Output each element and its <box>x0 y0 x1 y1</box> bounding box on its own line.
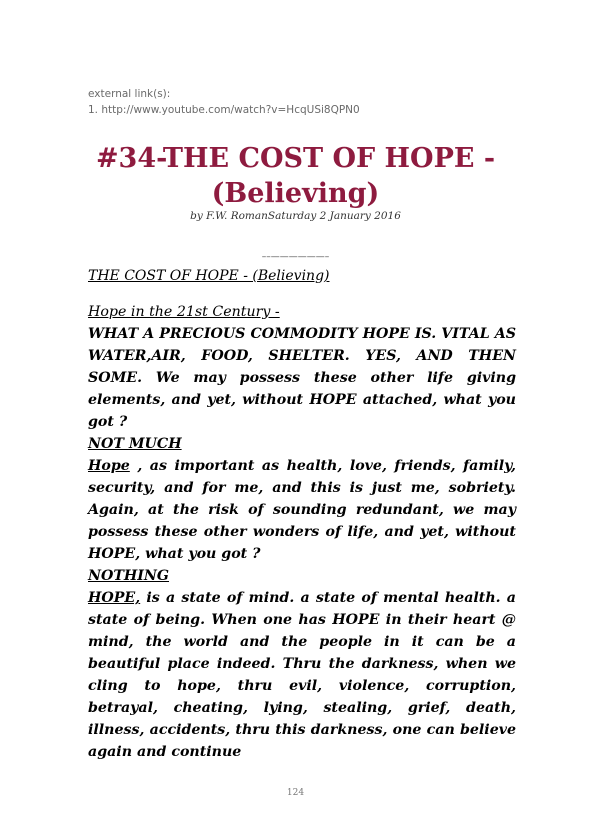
separator-rule: ––——————– <box>261 252 330 262</box>
external-links <box>88 86 360 118</box>
external-links-label: external link(s): <box>88 88 171 100</box>
external-link-1[interactable]: 1. http://www.youtube.com/watch?v=HcqUSi8QPN0 <box>88 104 360 116</box>
paragraph-1: WHAT A PRECIOUS COMMODITY HOPE IS. VITAL AS WATER,AIR, FOOD, SHELTER. YES, AND THEN SOME. We may possess these other life giving elements, and yet, without HOPE attached, what you got ? <box>88 326 516 430</box>
byline: by F.W. RomanSaturday 2 January 2016 <box>190 210 401 222</box>
paragraph-2-text: , as important as health, love, friends, family, security, and for me, and this is just me, sobriety. Again, at the risk of sounding redundant, we may possess these other wonders of life, and yet, without HOPE, what you got ? <box>88 458 516 562</box>
page-number: 124 <box>286 788 305 798</box>
paragraph-3-text: is a state of mind. a state of mental health. a state of being. When one has HOPE in their heart @ mind, the world and the people in it can be a beautiful place indeed. Thru the darkness, when we cling to hope, thru evil, violence, corruption, betrayal, cheating, lying, stealing, grief, death, illness, accidents, thru this darkness, one can believe again and continue <box>88 590 516 760</box>
article-body <box>88 301 516 763</box>
subheading: Hope in the 21st Century - <box>88 304 280 320</box>
paragraph-2 <box>88 455 516 565</box>
paragraph-3 <box>88 587 516 763</box>
section-heading: THE COST OF HOPE - (Believing) <box>88 268 330 284</box>
paragraph-3-lead: HOPE, <box>88 590 141 606</box>
label-nothing: NOTHING <box>88 568 170 584</box>
title-line-2: (Believing) <box>211 178 380 209</box>
label-not-much: NOT MUCH <box>88 436 182 452</box>
paragraph-2-lead: Hope <box>88 458 130 474</box>
page-title <box>40 141 551 211</box>
title-line-1: #34-THE COST OF HOPE - <box>95 143 496 174</box>
